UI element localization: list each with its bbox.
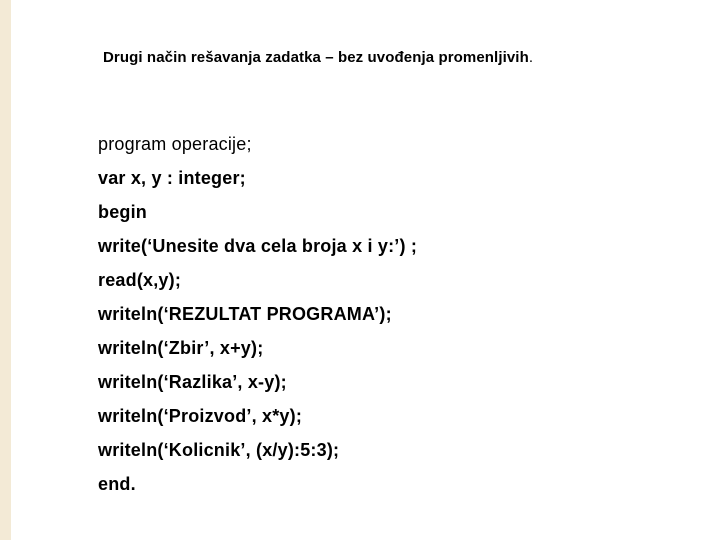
code-line: writeln(‘REZULTAT PROGRAMA’); (98, 304, 392, 324)
code-line: read(x,y); (98, 270, 182, 290)
code-line: writeln(‘Zbir’, x+y); (98, 338, 264, 358)
code-line: end. (98, 474, 136, 494)
code-line: writeln(‘Kolicnik’, (x/y):5:3); (98, 440, 340, 460)
pascal-code-block (98, 127, 417, 501)
code-line: writeln(‘Proizvod’, x*y); (98, 406, 303, 426)
slide-title (103, 49, 533, 66)
code-line: writeln(‘Razlika’, x-y); (98, 372, 287, 392)
code-line: write(‘Unesite dva cela broja x i y:’) ; (98, 236, 418, 256)
slide-decorative-stripe (0, 0, 11, 540)
slide-title-period: . (528, 49, 534, 66)
code-line: program operacije; (98, 134, 252, 154)
slide-title-text: Drugi način rešavanja zadatka – bez uvođenja promenljivih (103, 49, 529, 66)
code-line: var x, y : integer; (98, 168, 246, 188)
code-line: begin (98, 202, 147, 222)
